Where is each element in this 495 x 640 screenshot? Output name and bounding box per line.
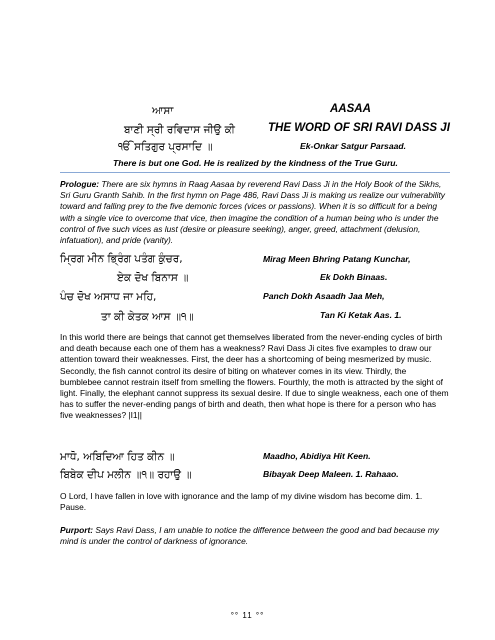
verse2-line2-gurmukhi: ਬਿਬੇਕ ਦੀਪ ਮਲੀਨ ॥੧॥ ਰਹਾਉ ॥: [60, 469, 192, 481]
purport-paragraph: [60, 525, 450, 547]
verse1-line4-roman: Tan Ki Ketak Aas. 1.: [320, 310, 402, 320]
gurmukhi-raag-title: ਆਸਾ: [152, 105, 174, 117]
gurmukhi-mool-mantar: ੴ ਸਤਿਗੁਰ ਪ੍ਰਸਾਦਿ ॥: [118, 141, 213, 153]
page-number-footer: °° 11 °°: [230, 611, 265, 620]
verse2-line2-roman: Bibayak Deep Maleen. 1. Rahaao.: [263, 469, 399, 479]
prologue-label: Prologue:: [60, 179, 100, 189]
one-god-line: There is but one God. He is realized by the kindness of the True Guru.: [113, 158, 398, 168]
prologue-text: There are six hymns in Raag Aasaa by reverend Ravi Dass Ji in the Holy Book of the Sikhs, Sri Guru Granth Sahib. In the first hymn on Page 486, Ravi Dass Ji is making us realize our vulnerability toward and falling prey to the five demonic forces (vices or passions). When it is so difficult for a being with a single vice to overcome that vice, then imagine the condition of a human being who is under the control of five such vices as lust (desire or pleasure seeking), anger, greed, attachment (delusion, infatuation), and pride (vanity).: [60, 179, 445, 246]
verse1-line2-roman: Ek Dokh Binaas.: [320, 272, 388, 282]
verse1-line3-gurmukhi: ਪੰਚ ਦੋਖ ਅਸਾਧ ਜਾ ਮਹਿ,: [60, 291, 157, 303]
divider: [60, 172, 450, 173]
verse1-line1-roman: Mirag Meen Bhring Patang Kunchar,: [263, 254, 411, 264]
roman-bani-title: THE WORD OF SRI RAVI DASS JI: [268, 122, 450, 134]
prologue-paragraph: [60, 179, 450, 246]
purport-text: Says Ravi Dass, I am unable to notice the difference between the good and bad because my mind is under the control of darkness of ignorance.: [60, 525, 439, 547]
verse1-line2-gurmukhi: ਏਕ ਦੋਖ ਬਿਨਾਸ ॥: [117, 272, 189, 284]
verse1-line3-roman: Panch Dokh Asaadh Jaa Meh,: [263, 291, 385, 301]
verse1-line4-gurmukhi: ਤਾ ਕੀ ਕੇਤਕ ਆਸ ॥੧॥: [101, 311, 194, 323]
verse2-line1-roman: Maadho, Abidiya Hit Keen.: [263, 451, 371, 461]
purport-label: Purport:: [60, 525, 94, 535]
roman-mool-mantar: Ek-Onkar Satgur Parsaad.: [300, 141, 407, 151]
explanation-paragraph: In this world there are beings that cannot get themselves liberated from the never-ending cycles of birth and death because each one of them has a weakness? Ravi Dass Ji cites five examples to draw our attention toward their weaknesses. First, the deer has a shortcoming of being mesmerized by music. Secondly, the fish cannot control its desire of biting on whatever comes in its view. Thirdly, the bumblebee cannot restrain itself from smelling the flowers. Fourthly, the moth is attracted by the sight of light. Finally, the elephant cannot suppress its sexual desire. If due to single weakness, each one of them has to suffer the never-ending pangs of birth and death, then what hope is there for a person who has five weaknesses? |I1||: [60, 332, 449, 421]
verse2-line1-gurmukhi: ਮਾਧੋ, ਅਬਿਦਿਆ ਹਿਤ ਕੀਨ ॥: [60, 451, 175, 463]
gurmukhi-bani-title: ਬਾਣੀ ਸ੍ਰੀ ਰਵਿਦਾਸ ਜੀਉ ਕੀ: [124, 124, 235, 136]
verse1-line1-gurmukhi: ਮ੍ਰਿਗ ਮੀਨ ਭ੍ਰਿੰਗ ਪਤੰਗ ਕੁੰਚਰ,: [60, 253, 183, 265]
roman-raag-title: AASAA: [330, 103, 371, 115]
translation-paragraph: O Lord, I have fallen in love with ignorance and the lamp of my divine wisdom has become dim. 1. Pause.: [60, 491, 423, 513]
